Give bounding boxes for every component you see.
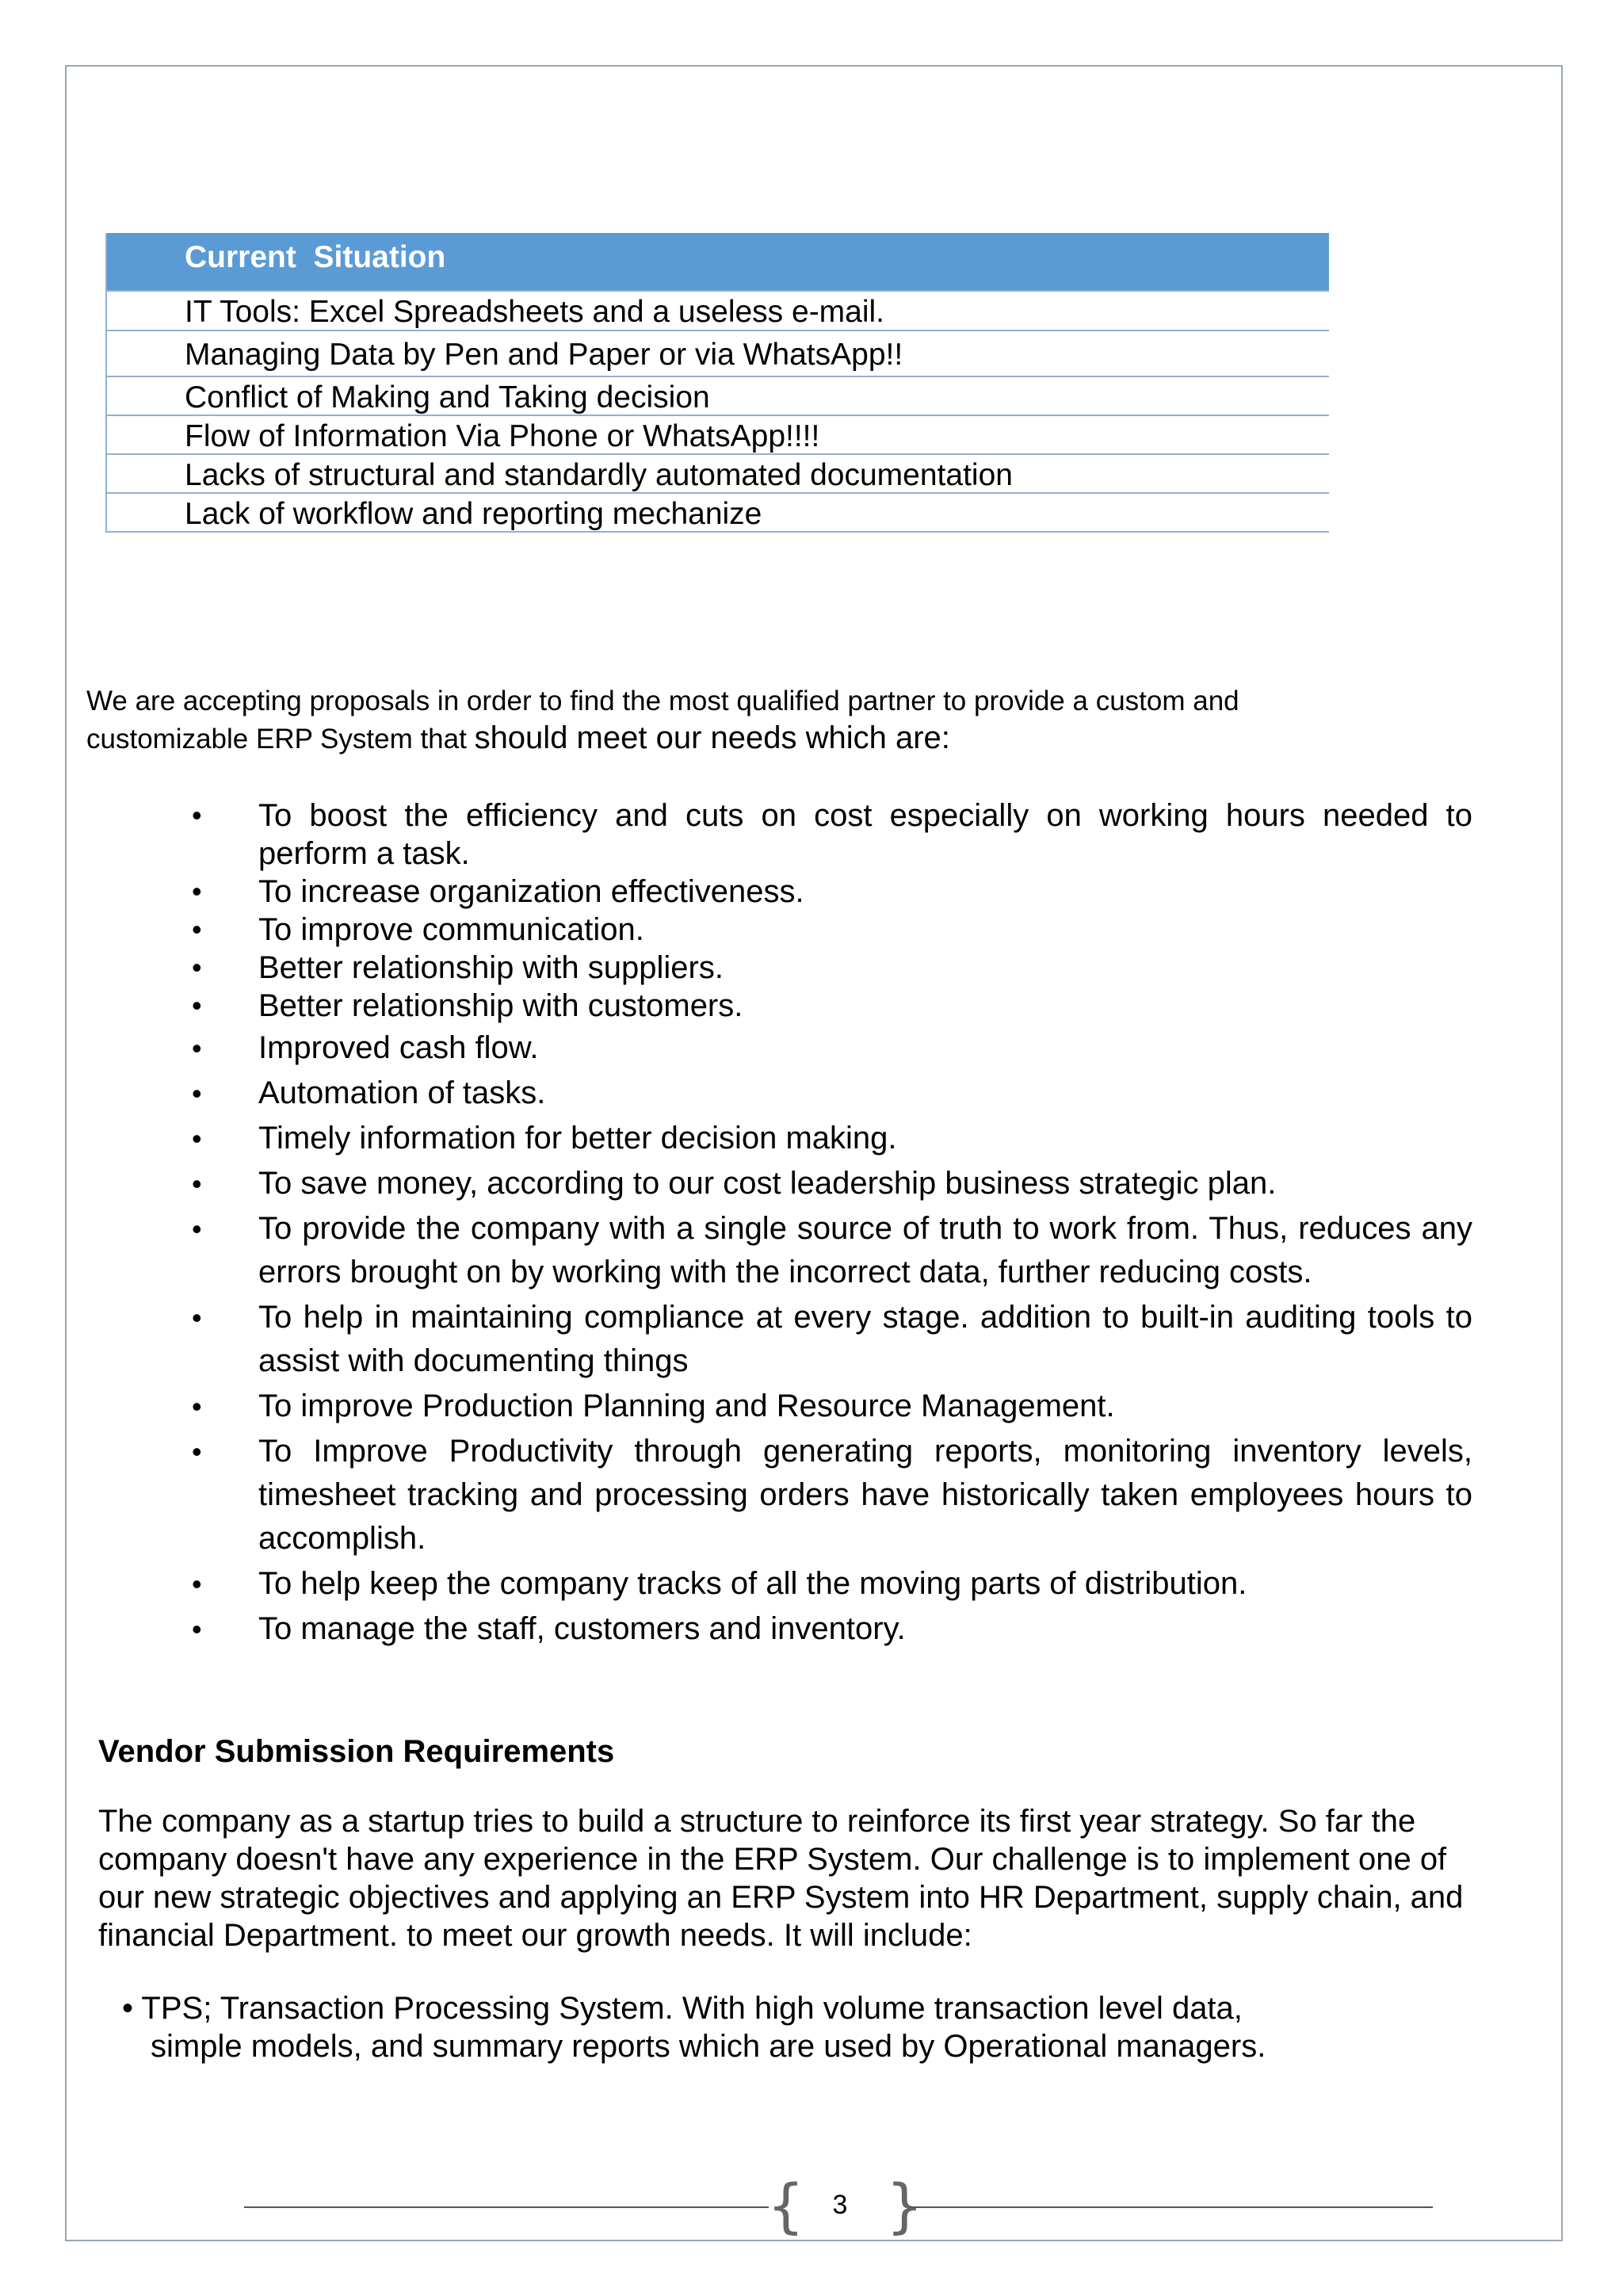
list-item — [190, 797, 1472, 873]
bullet-icon: • — [192, 1032, 202, 1064]
list-item-text: To improve communication. — [258, 912, 644, 947]
list-item — [190, 1207, 1472, 1294]
footer-rule-right — [910, 2206, 1433, 2208]
table-row: Lack of workflow and reporting mechanize — [107, 494, 1329, 533]
list-item-text: To improve Production Planning and Resource Management. — [258, 1389, 1115, 1423]
intro-line-2b: should meet our needs which are: — [474, 720, 950, 755]
bullet-icon: • — [192, 1301, 202, 1334]
list-item — [190, 1430, 1472, 1561]
page-number: 3 — [832, 2190, 848, 2220]
tps-line-2: simple models, and summary reports which are used by Operational managers. — [151, 2029, 1266, 2064]
list-item-text: Better relationship with customers. — [258, 988, 743, 1023]
bullet-icon: • — [192, 1167, 202, 1200]
list-item-text: Improved cash flow. — [258, 1030, 539, 1065]
list-item — [190, 911, 1472, 949]
bullet-icon: • — [192, 1390, 202, 1423]
list-item-text: To help in maintaining compliance at every stage. addition to built-in auditing tools to assist with documenting things — [258, 1300, 1472, 1378]
bullet-icon: • — [192, 951, 202, 984]
needs-list — [190, 797, 1472, 1651]
bullet-icon: • — [192, 1613, 202, 1645]
table-row: Lacks of structural and standardly automated documentation — [107, 455, 1329, 494]
list-item-text: To help keep the company tracks of all the moving parts of distribution. — [258, 1566, 1247, 1601]
tps-item — [122, 1989, 1469, 2065]
bullet-icon: • — [192, 799, 202, 831]
left-brace-icon: { — [767, 2172, 805, 2241]
bullet-icon: • — [192, 1213, 202, 1245]
list-item-text: To provide the company with a single source of truth to work from. Thus, reduces any errors brought on by working with the incorrect data, further reducing costs. — [258, 1211, 1472, 1289]
bullet-icon: • — [192, 989, 202, 1022]
list-item-text: Automation of tasks. — [258, 1075, 546, 1110]
table-row: Managing Data by Pen and Paper or via WhatsApp!! — [107, 331, 1329, 377]
right-brace-icon: } — [886, 2172, 924, 2241]
list-item — [190, 949, 1472, 987]
list-item-text: Timely information for better decision making. — [258, 1121, 897, 1156]
vendor-paragraph: The company as a startup tries to build a structure to reinforce its first year strategy. So far the company doesn't have any experience in the ERP System. Our challenge is to implement one of our new strategic objectives and applying an ERP System into HR Department, supply chain, and financial Department. to meet our growth needs. It will include: — [98, 1804, 1464, 1953]
intro-paragraph — [86, 683, 1434, 758]
list-item — [190, 1562, 1472, 1606]
list-item-text: Better relationship with suppliers. — [258, 950, 724, 985]
tps-line-1: • TPS; Transaction Processing System. With high volume transaction level data, — [122, 1991, 1243, 2026]
vendor-heading: Vendor Submission Requirements — [98, 1734, 615, 1769]
bullet-icon: • — [192, 1435, 202, 1468]
table-row: Conflict of Making and Taking decision — [107, 377, 1329, 416]
list-item-text: To save money, according to our cost leadership business strategic plan. — [258, 1166, 1277, 1201]
list-item — [190, 873, 1472, 911]
list-item-text: To manage the staff, customers and inventory. — [258, 1611, 906, 1646]
bullet-icon: • — [192, 1077, 202, 1110]
bullet-icon: • — [192, 1122, 202, 1155]
list-item — [190, 1117, 1472, 1160]
intro-line-1: We are accepting proposals in order to find the most qualified partner to provide a custom and — [86, 686, 1239, 716]
list-item — [190, 1026, 1472, 1070]
bullet-icon: • — [192, 913, 202, 946]
table-header: Current Situation — [107, 233, 1329, 290]
table-row: IT Tools: Excel Spreadsheets and a useless e-mail. — [107, 290, 1329, 331]
list-item — [190, 1607, 1472, 1651]
current-situation-table — [105, 233, 1329, 533]
list-item — [190, 1296, 1472, 1383]
list-item-text: To Improve Productivity through generating reports, monitoring inventory levels, timesheet tracking and processing orders have historically taken employees hours to accomplish. — [258, 1434, 1472, 1556]
bullet-icon: • — [192, 1568, 202, 1600]
bullet-icon: • — [192, 875, 202, 907]
list-item — [190, 1072, 1472, 1115]
list-item — [190, 987, 1472, 1025]
footer-rule-left — [244, 2206, 769, 2208]
list-item-text: To boost the efficiency and cuts on cost especially on working hours needed to perform a task. — [258, 798, 1472, 871]
list-item — [190, 1162, 1472, 1205]
list-item-text: To increase organization effectiveness. — [258, 874, 804, 909]
list-item — [190, 1385, 1472, 1428]
intro-line-2a: customizable ERP System that — [86, 724, 475, 755]
table-row: Flow of Information Via Phone or WhatsApp!!!! — [107, 416, 1329, 455]
